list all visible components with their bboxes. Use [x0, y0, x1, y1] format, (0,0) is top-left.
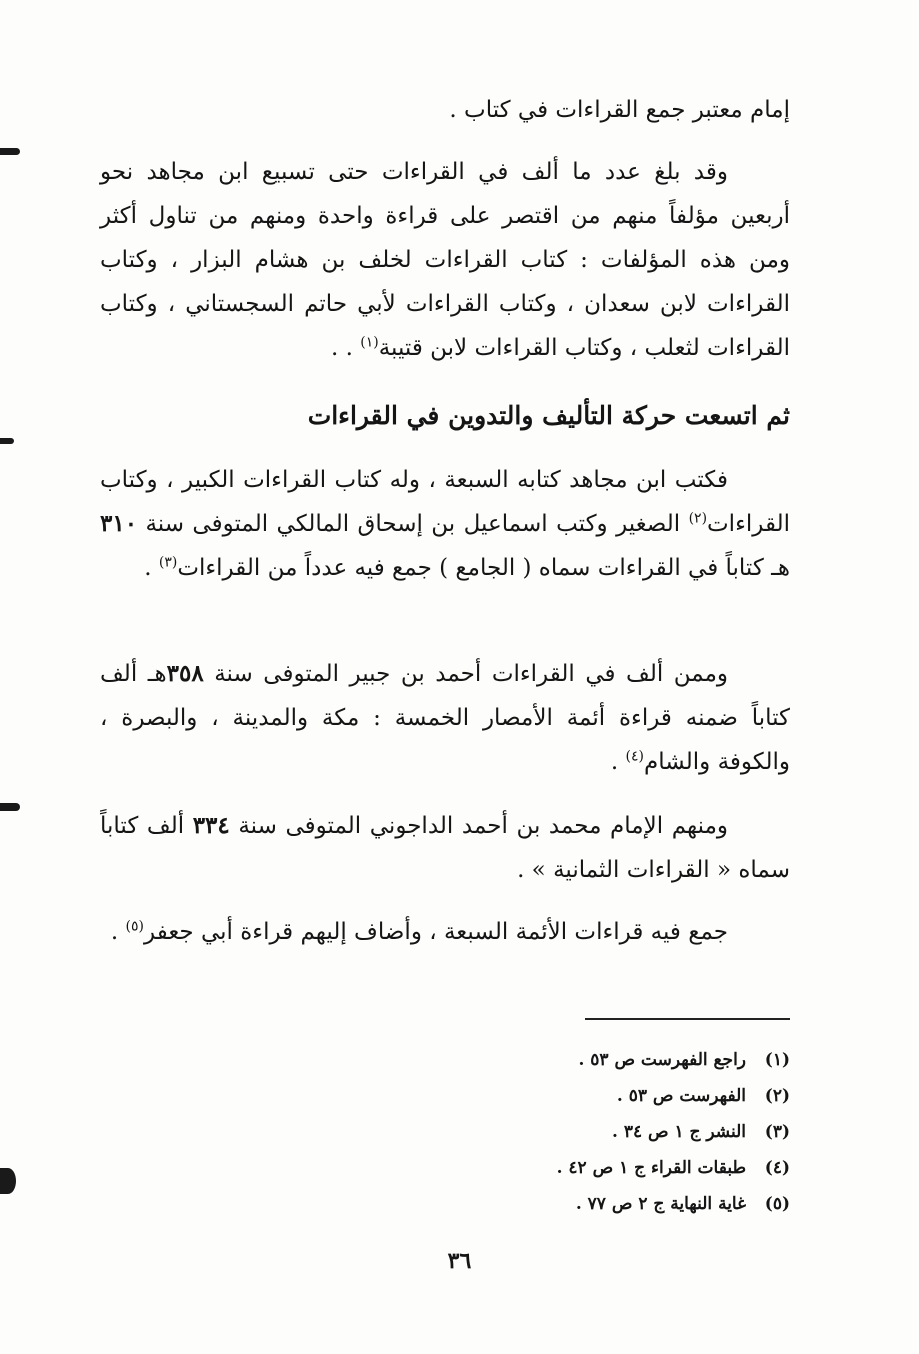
paragraph-3-text-a: وممن ألف في القراءات أحمد بن جبير المتوفى سنة	[203, 661, 729, 687]
paragraph-2-text-c: هـ كتاباً في القراءات سماه ( الجامع ) جمع فيه عدداً من القراءات	[177, 555, 790, 581]
footnote-text: راجع الفهرست ص ٥٣ .	[578, 1050, 746, 1070]
year-334: ٣٣٤	[192, 812, 230, 839]
footnote-text: النشر ج ١ ص ٣٤ .	[611, 1122, 746, 1142]
paragraph-5-tail: .	[110, 919, 126, 945]
binding-mark	[0, 1168, 16, 1194]
footnote-number: (٥)	[764, 1194, 790, 1214]
year-310: ٣١٠	[100, 510, 138, 537]
binding-mark	[0, 148, 20, 155]
footnote-ref-2[interactable]: (٢)	[688, 510, 708, 527]
section-heading: ثم اتسعت حركة التأليف والتدوين في القراءات	[307, 401, 790, 430]
paragraph-3	[100, 652, 790, 784]
paragraph-1-tail: . .	[330, 335, 361, 361]
footnote-separator	[585, 1018, 790, 1020]
paragraph-4	[100, 804, 790, 892]
paragraph-2-text-a: فكتب ابن مجاهد كتابه السبعة ، وله كتاب القراءات الكبير ، وكتاب القراءات	[100, 467, 791, 537]
paragraph-5	[100, 910, 790, 954]
footnote-number: (٢)	[764, 1086, 790, 1106]
footnote-item	[100, 1186, 790, 1222]
page-content	[100, 0, 790, 1354]
paragraph-3-text-b: هـ ألف كتاباً ضمنه قراءة أئمة الأمصار الخمسة : مكة والمدينة ، والبصرة ، والكوفة والشام	[100, 661, 790, 775]
footnote-text: غاية النهاية ج ٢ ص ٧٧ .	[575, 1194, 746, 1214]
binding-mark	[0, 803, 20, 811]
footnotes-list	[100, 1042, 790, 1222]
year-358: ٣٥٨	[166, 660, 204, 687]
paragraph-2-text-b: الصغير وكتب اسماعيل بن إسحاق المالكي المتوفى سنة	[137, 511, 689, 537]
paragraph-1	[100, 150, 790, 370]
footnote-ref-3[interactable]: (٣)	[158, 554, 178, 571]
paragraph-4-text-a: ومنهم الإمام محمد بن أحمد الداجوني المتوفى سنة	[229, 813, 728, 839]
footnote-item	[100, 1042, 790, 1078]
footnote-item	[100, 1078, 790, 1114]
paragraph-2	[100, 458, 790, 590]
footnote-item	[100, 1150, 790, 1186]
footnote-number: (٣)	[764, 1122, 790, 1142]
binding-mark	[0, 438, 14, 444]
paragraph-3-tail: .	[610, 749, 626, 775]
footnote-ref-1[interactable]: (١)	[360, 334, 379, 351]
opening-line: إمام معتبر جمع القراءات في كتاب .	[449, 97, 790, 123]
footnote-ref-4[interactable]: (٤)	[625, 748, 644, 765]
paragraph-5-text: جمع فيه قراءات الأئمة السبعة ، وأضاف إليهم قراءة أبي جعفر	[144, 919, 728, 945]
paragraph-1-text: وقد بلغ عدد ما ألف في القراءات حتى تسبيع ابن مجاهد نحو أربعين مؤلفاً منهم من اقتصر على قراءة واحدة ومنهم من تناول أكثر ومن هذه المؤلفات : كتاب القراءات لخلف بن هشام البزار ، وكتاب القراءات لابن سعدان ، وكتاب القراءات لأبي حاتم السجستاني ، وكتاب القراءات لثعلب ، وكتاب القراءات لابن قتيبة	[100, 159, 790, 361]
paragraph-4-text-b: ألف كتاباً سماه « القراءات الثمانية » .	[100, 813, 790, 883]
paragraph-2-tail: .	[144, 555, 159, 581]
footnote-text: الفهرست ص ٥٣ .	[616, 1086, 746, 1106]
footnote-number: (٤)	[764, 1158, 790, 1178]
footnote-number: (١)	[764, 1050, 790, 1070]
footnote-ref-5[interactable]: (٥)	[125, 918, 145, 935]
footnote-text: طبقات القراء ج ١ ص ٤٢ .	[556, 1158, 746, 1178]
page-number: ٣٦	[447, 1248, 472, 1274]
footnote-item	[100, 1114, 790, 1150]
